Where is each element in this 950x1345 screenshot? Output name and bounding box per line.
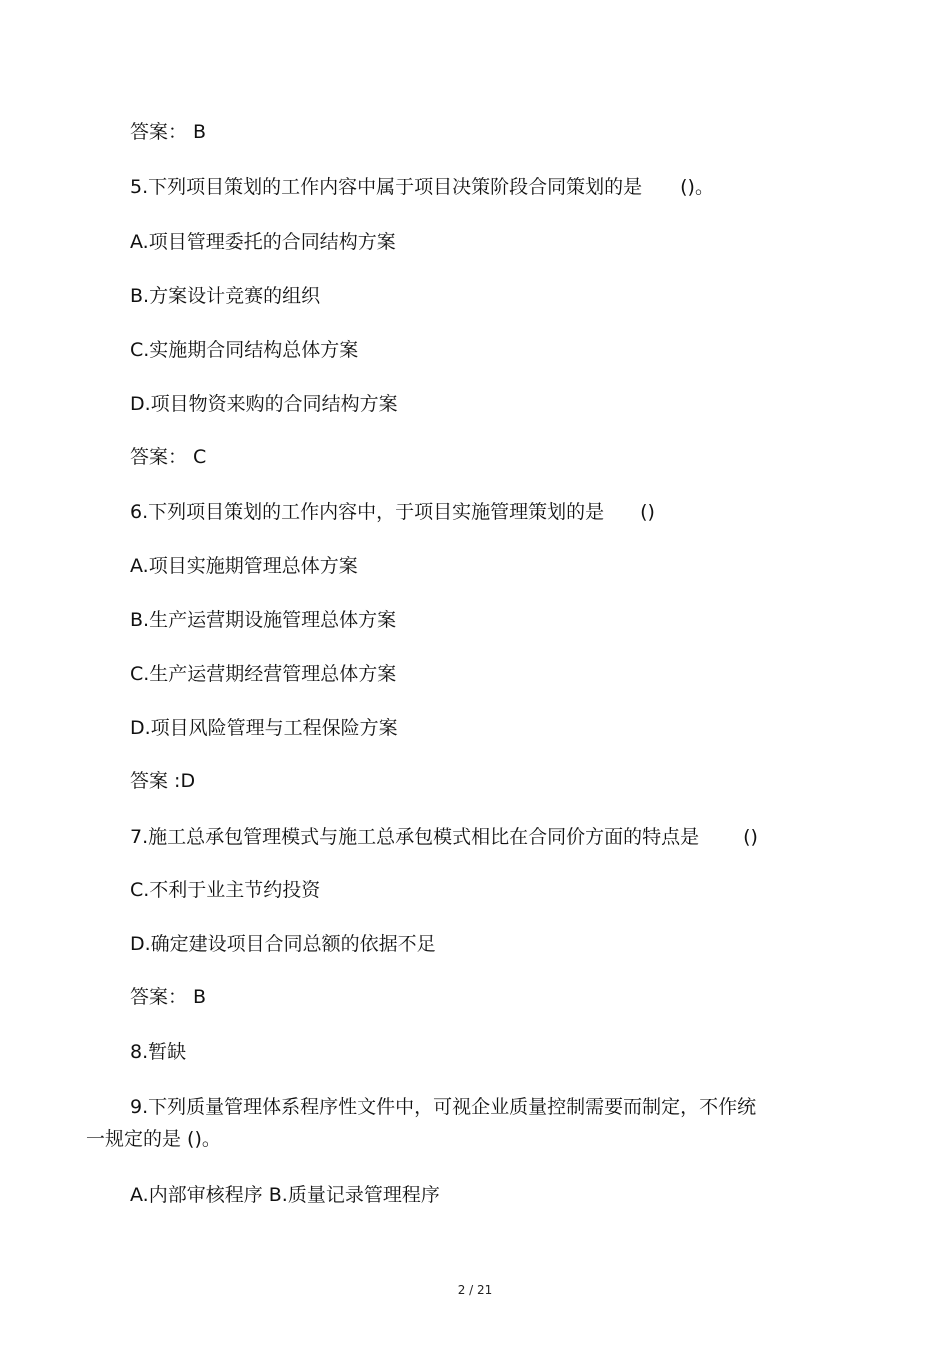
q6-option-a [130,554,358,578]
option-text: D.项目物资来购的合同结构方案 [130,393,398,415]
question-7 [130,825,758,849]
page-number: 2 / 21 [457,1283,493,1297]
q9-options-a-b [130,1183,440,1207]
question-8 [130,1040,186,1064]
question-5 [130,175,714,199]
q5-option-d [130,392,398,416]
option-text: D.项目风险管理与工程保险方案 [130,717,398,739]
page-footer [0,1282,950,1298]
q7-option-d [130,932,436,956]
answer-text: 答案： C [130,446,207,468]
q5-option-c [130,338,358,362]
option-text: A.内部审核程序 B.质量记录管理程序 [130,1184,440,1206]
q5-answer [130,445,206,469]
option-text: C.不利于业主节约投资 [130,879,321,901]
question-9 [130,1095,756,1119]
q6-option-c [130,662,396,686]
q6-option-d [130,716,398,740]
question-text: 6.下列项目策划的工作内容中，于项目实施管理策划的是 [130,501,605,523]
q5-option-b [130,284,320,308]
question-text: 9.下列质量管理体系程序性文件中，可视企业质量控制需要而制定，不作统 [130,1096,757,1118]
q6-option-b [130,608,396,632]
q5-option-a [130,230,396,254]
question-bracket: () [743,826,758,848]
question-text: 一规定的是 ()。 [86,1128,221,1150]
option-text: A.项目实施期管理总体方案 [130,555,358,577]
answer-text: 答案： B [130,986,207,1008]
option-text: D.确定建设项目合同总额的依据不足 [130,933,436,955]
q7-answer [130,985,206,1009]
question-text: 5.下列项目策划的工作内容中属于项目决策阶段合同策划的是 [130,176,643,198]
option-text: C.实施期合同结构总体方案 [130,339,359,361]
question-6 [130,500,655,524]
option-text: B.生产运营期设施管理总体方案 [130,609,397,631]
question-text: 8.暂缺 [130,1041,187,1063]
option-text: C.生产运营期经营管理总体方案 [130,663,397,685]
q6-answer [130,769,195,793]
option-text: B.方案设计竞赛的组织 [130,285,321,307]
answer-b-prev [130,120,206,144]
question-bracket: () [640,501,655,523]
option-text: A.项目管理委托的合同结构方案 [130,231,396,253]
line-text: 答案： B [130,121,207,143]
answer-text: 答案 :D [130,770,196,792]
q7-option-c [130,878,320,902]
question-9-continued [86,1127,221,1151]
question-text: 7.施工总承包管理模式与施工总承包模式相比在合同价方面的特点是 [130,826,700,848]
question-bracket: ()。 [680,176,714,198]
